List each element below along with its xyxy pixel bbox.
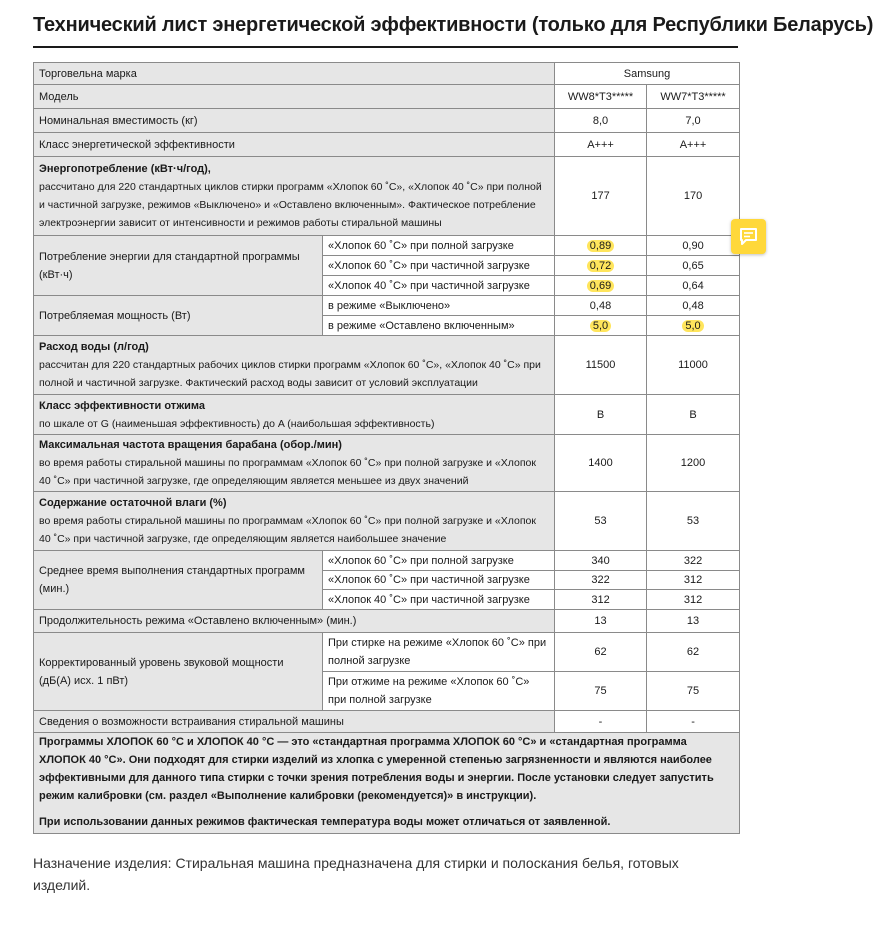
spin-speed-label	[34, 435, 555, 492]
energy-spec-table	[33, 62, 740, 834]
noise-value: 62	[647, 633, 740, 672]
program-energy-row-label: «Хлопок 60 ˚С» при частичной загрузке	[323, 256, 555, 276]
power-value: 5,0	[682, 320, 703, 332]
left-on-value-1: 13	[555, 610, 647, 633]
table-row	[34, 711, 740, 733]
program-energy-value: 0,64	[647, 276, 740, 296]
program-energy-label: Потребление энергии для стандартной программы (кВт·ч)	[34, 236, 323, 296]
table-row	[34, 133, 740, 157]
noise-row-label: При стирке на режиме «Хлопок 60 ˚С» при полной загрузке	[323, 633, 555, 672]
table-row	[34, 85, 740, 109]
table-row	[34, 63, 740, 85]
table-row	[34, 435, 740, 492]
water-label	[34, 336, 555, 395]
power-value: 0,48	[555, 296, 647, 316]
built-in-value-1: -	[555, 711, 647, 733]
duration-value: 312	[647, 571, 740, 590]
spin-class-label	[34, 395, 555, 435]
table-row	[34, 492, 740, 551]
power-value: 5,0	[590, 320, 611, 332]
duration-row-label: «Хлопок 60 ˚С» при полной загрузке	[323, 551, 555, 571]
power-label: Потребляемая мощность (Вт)	[34, 296, 323, 336]
duration-row-label: «Хлопок 40 ˚С» при частичной загрузке	[323, 590, 555, 610]
table-row	[34, 395, 740, 435]
spin-class-desc: по шкале от G (наименьшая эффективность) до A (наибольшая эффективность)	[39, 417, 435, 430]
program-energy-row-label: «Хлопок 40 ˚С» при частичной загрузке	[323, 276, 555, 296]
table-row	[34, 733, 740, 834]
duration-value: 312	[647, 590, 740, 610]
power-row-label: в режиме «Оставлено включенным»	[323, 316, 555, 336]
product-purpose-text: Назначение изделия: Стиральная машина предназначена для стирки и полоскания белья, готовых изделий.	[33, 855, 679, 893]
duration-label: Среднее время выполнения стандартных программ (мин.)	[34, 551, 323, 610]
annual-energy-value-2: 170	[647, 157, 740, 236]
title-divider	[33, 46, 738, 48]
footnote-temperature: При использовании данных режимов фактическая температура воды может отличаться от заявленной.	[39, 816, 611, 828]
left-on-label: Продолжительность режима «Оставлено включенным» (мин.)	[34, 610, 555, 633]
program-energy-value: 0,89	[587, 240, 614, 252]
power-value: 0,48	[647, 296, 740, 316]
table-row	[34, 633, 740, 672]
footnote-standard-programs: Программы ХЛОПОК 60 °C и ХЛОПОК 40 °C — это «стандартная программа ХЛОПОК 60 °C» и «стандартная программа ХЛОПОК 40 °C». Они подходят для стирки изделий из хлопка с умеренной степенью загрязненности и являются наиболее эффективными для данного типа стирки с точки зрения потребления воды и энергии. После установки следует запустить режим калибровки (см. раздел «Выполнение калибровки (рекомендуется)» в инструкции).	[39, 736, 714, 802]
page-title: Технический лист энергетической эффективности (только для Республики Беларусь)	[33, 14, 873, 36]
duration-value: 322	[647, 551, 740, 571]
table-row	[34, 610, 740, 633]
table-row	[34, 551, 740, 571]
noise-value: 62	[555, 633, 647, 672]
duration-value: 322	[555, 571, 647, 590]
footnote-cell	[34, 733, 740, 834]
noise-value: 75	[555, 672, 647, 711]
comment-button[interactable]	[731, 219, 766, 254]
annual-energy-label	[34, 157, 555, 236]
noise-row-label: При отжиме на режиме «Хлопок 60 ˚С» при полной загрузке	[323, 672, 555, 711]
annual-energy-value-1: 177	[555, 157, 647, 236]
spin-speed-title: Максимальная частота вращения барабана (обор./мин)	[39, 439, 342, 451]
duration-row-label: «Хлопок 60 ˚С» при частичной загрузке	[323, 571, 555, 590]
capacity-value-2: 7,0	[647, 109, 740, 133]
spin-class-value-2: B	[647, 395, 740, 435]
left-on-value-2: 13	[647, 610, 740, 633]
table-row	[34, 157, 740, 236]
capacity-label: Номинальная вместимость (кг)	[34, 109, 555, 133]
built-in-value-2: -	[647, 711, 740, 733]
moisture-value-1: 53	[555, 492, 647, 551]
noise-value: 75	[647, 672, 740, 711]
water-desc: рассчитан для 220 стандартных рабочих циклов стирки программ «Хлопок 60 ˚С», «Хлопок 40 ˚С» при полной и частичной загрузке. Фактический расход воды зависит от условий эксплуатации	[39, 359, 541, 389]
brand-label: Торговельна марка	[34, 63, 555, 85]
water-title: Расход воды (л/год)	[39, 341, 149, 353]
duration-value: 340	[555, 551, 647, 571]
energy-class-value-1: A+++	[555, 133, 647, 157]
built-in-label: Сведения о возможности встраивания стиральной машины	[34, 711, 555, 733]
annual-energy-desc: рассчитано для 220 стандартных циклов стирки программ «Хлопок 60 ˚С», «Хлопок 40 ˚С» при полной и частичной загрузке, режимов «Выключено» и «Оставлено включенным». Фактическое потребление электроэнергии зависит от интенсивности и режимов работы стиральной машины	[39, 181, 542, 229]
table-row	[34, 236, 740, 256]
model-label: Модель	[34, 85, 555, 109]
spin-class-value-1: B	[555, 395, 647, 435]
energy-class-value-2: A+++	[647, 133, 740, 157]
water-value-1: 11500	[555, 336, 647, 395]
spin-speed-value-1: 1400	[555, 435, 647, 492]
model-2: WW7*T3*****	[647, 85, 740, 109]
water-value-2: 11000	[647, 336, 740, 395]
comment-icon	[739, 227, 758, 246]
moisture-value-2: 53	[647, 492, 740, 551]
spin-speed-desc: во время работы стиральной машины по программам «Хлопок 60 ˚С» при полной загрузке и «Хлопок 40 ˚С» при частичной загрузке, где определяющим является меньшее из двух значений	[39, 457, 536, 487]
capacity-value-1: 8,0	[555, 109, 647, 133]
program-energy-value: 0,65	[647, 256, 740, 276]
energy-class-label: Класс энергетической эффективности	[34, 133, 555, 157]
moisture-desc: во время работы стиральной машины по программам «Хлопок 60 ˚С» при полной загрузке и «Хлопок 40 ˚С» при частичной загрузке, где определяющим является наибольшее значение	[39, 515, 536, 545]
annual-energy-title: Энергопотребление (кВт·ч/год),	[39, 163, 211, 175]
spin-speed-value-2: 1200	[647, 435, 740, 492]
noise-label: Корректированный уровень звуковой мощности (дБ(А) исх. 1 пВт)	[34, 633, 323, 711]
program-energy-value: 0,69	[587, 280, 614, 292]
program-energy-value: 0,72	[587, 260, 614, 272]
table-row	[34, 336, 740, 395]
moisture-title: Содержание остаточной влаги (%)	[39, 497, 227, 509]
model-1: WW8*T3*****	[555, 85, 647, 109]
table-row	[34, 296, 740, 316]
brand-value: Samsung	[555, 63, 740, 85]
moisture-label	[34, 492, 555, 551]
power-row-label: в режиме «Выключено»	[323, 296, 555, 316]
duration-value: 312	[555, 590, 647, 610]
program-energy-row-label: «Хлопок 60 ˚С» при полной загрузке	[323, 236, 555, 256]
spin-class-title: Класс эффективности отжима	[39, 399, 206, 412]
program-energy-value: 0,90	[647, 236, 740, 256]
table-row	[34, 109, 740, 133]
